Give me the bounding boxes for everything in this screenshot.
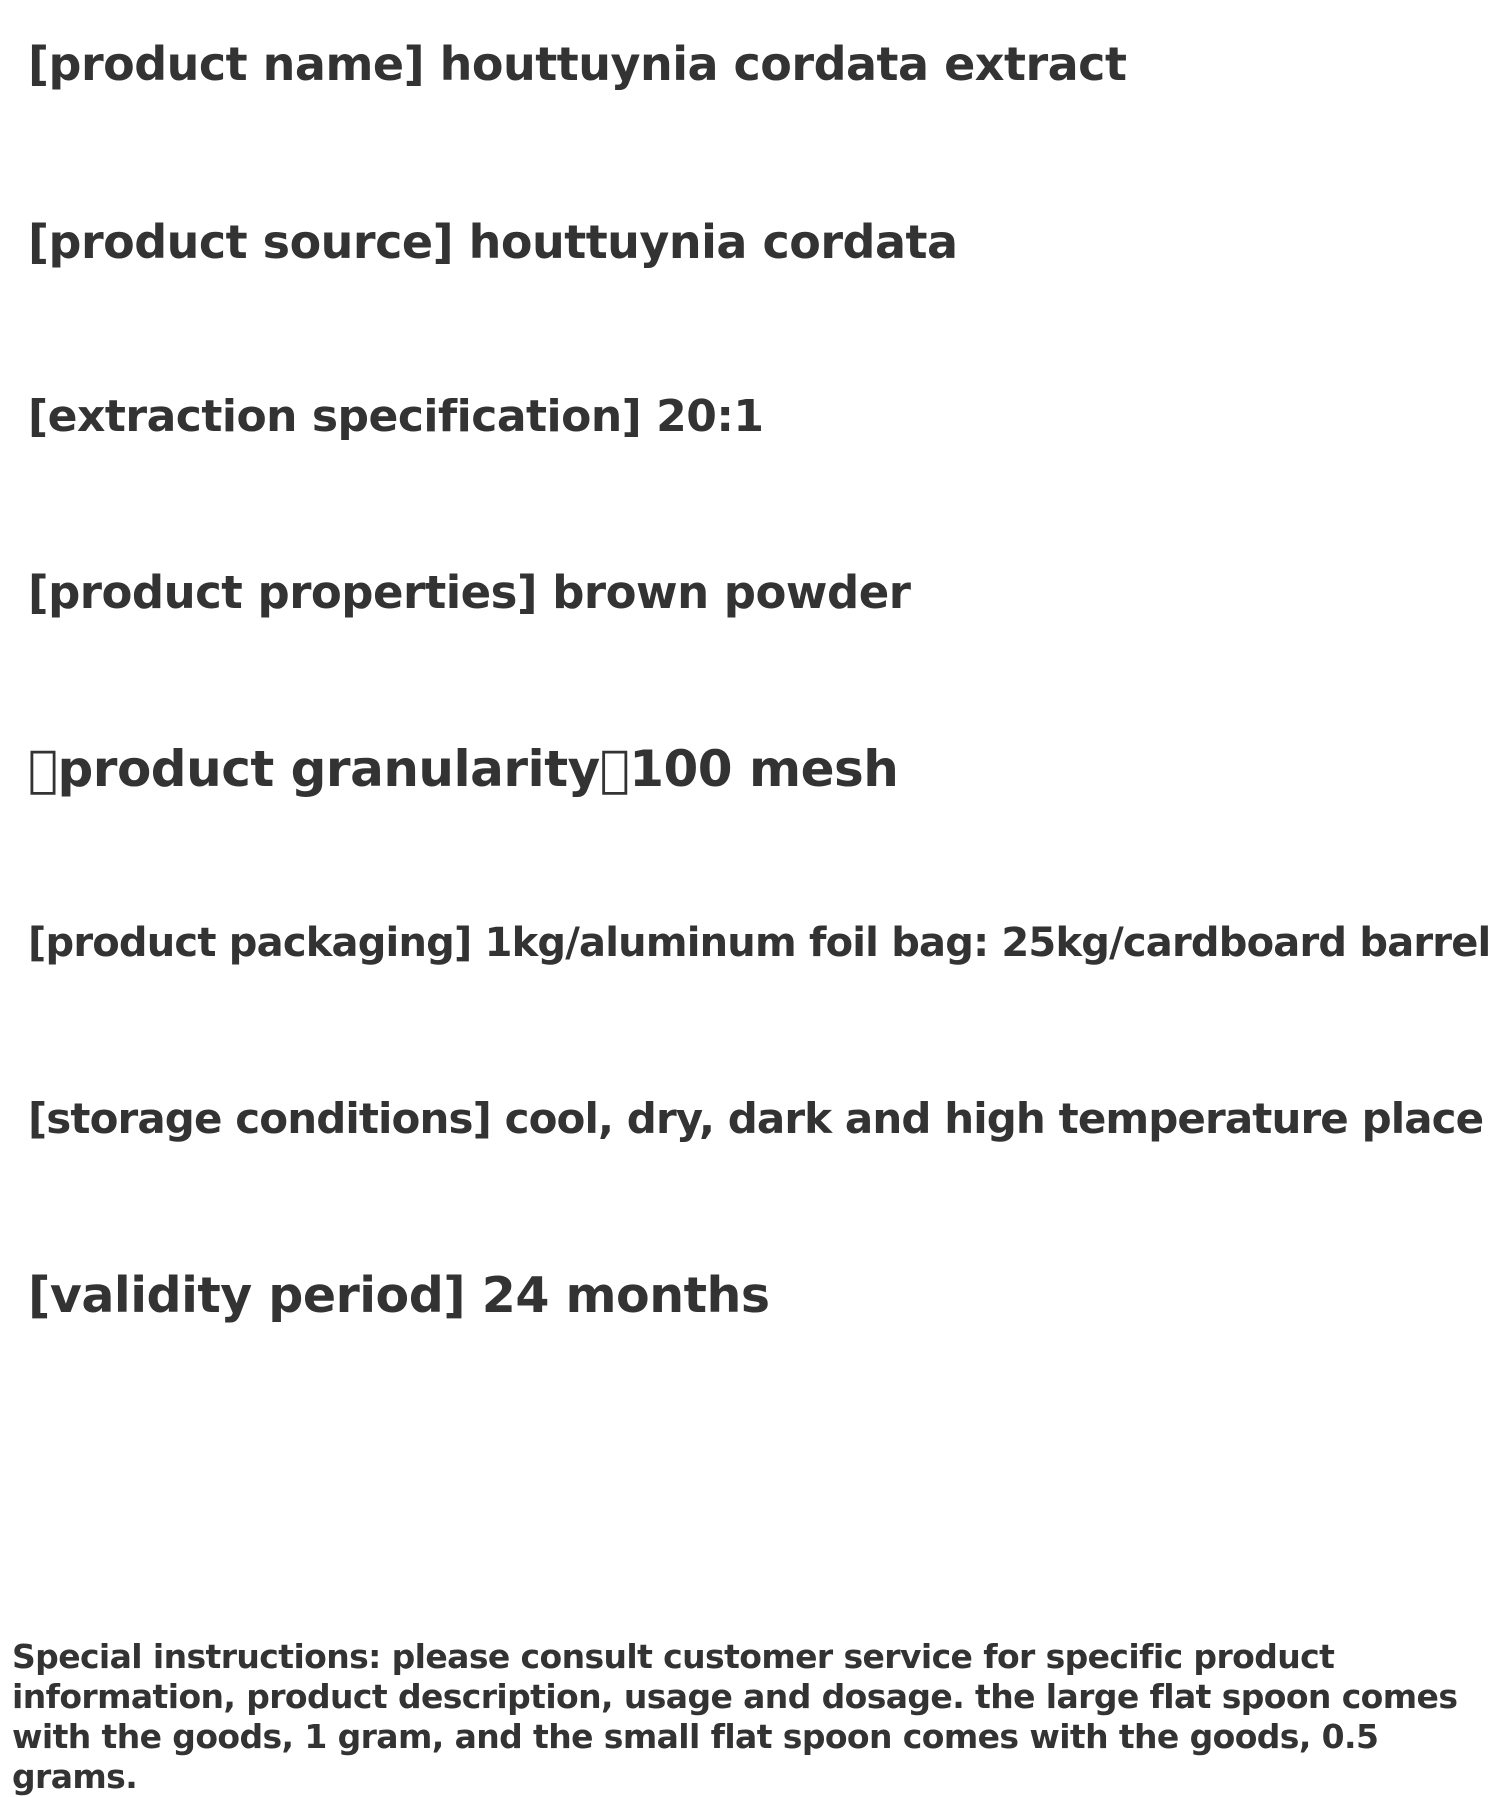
product-name-line: [product name] houttuynia cordata extract (28, 37, 1127, 91)
extraction-specification-line: [extraction specification] 20:1 (28, 391, 764, 442)
special-instructions: Special instructions: please consult customer service for specific product information, product description, usage and dosage. the large flat spoon comes with the goods, 1 gram, and the small flat spoon comes with the goods, 0.5 grams. (12, 1637, 1458, 1796)
product-source-line: [product source] houttuynia cordata (28, 215, 958, 269)
storage-conditions-line: [storage conditions] cool, dry, dark and high temperature place (28, 1094, 1484, 1143)
product-packaging-line: [product packaging] 1kg/aluminum foil bag: 25kg/cardboard barrel (28, 920, 1491, 966)
validity-period-line: [validity period] 24 months (28, 1267, 770, 1324)
product-properties-line: [product properties] brown powder (28, 566, 911, 619)
product-granularity-line:  product granularity 100 mesh (28, 740, 899, 798)
